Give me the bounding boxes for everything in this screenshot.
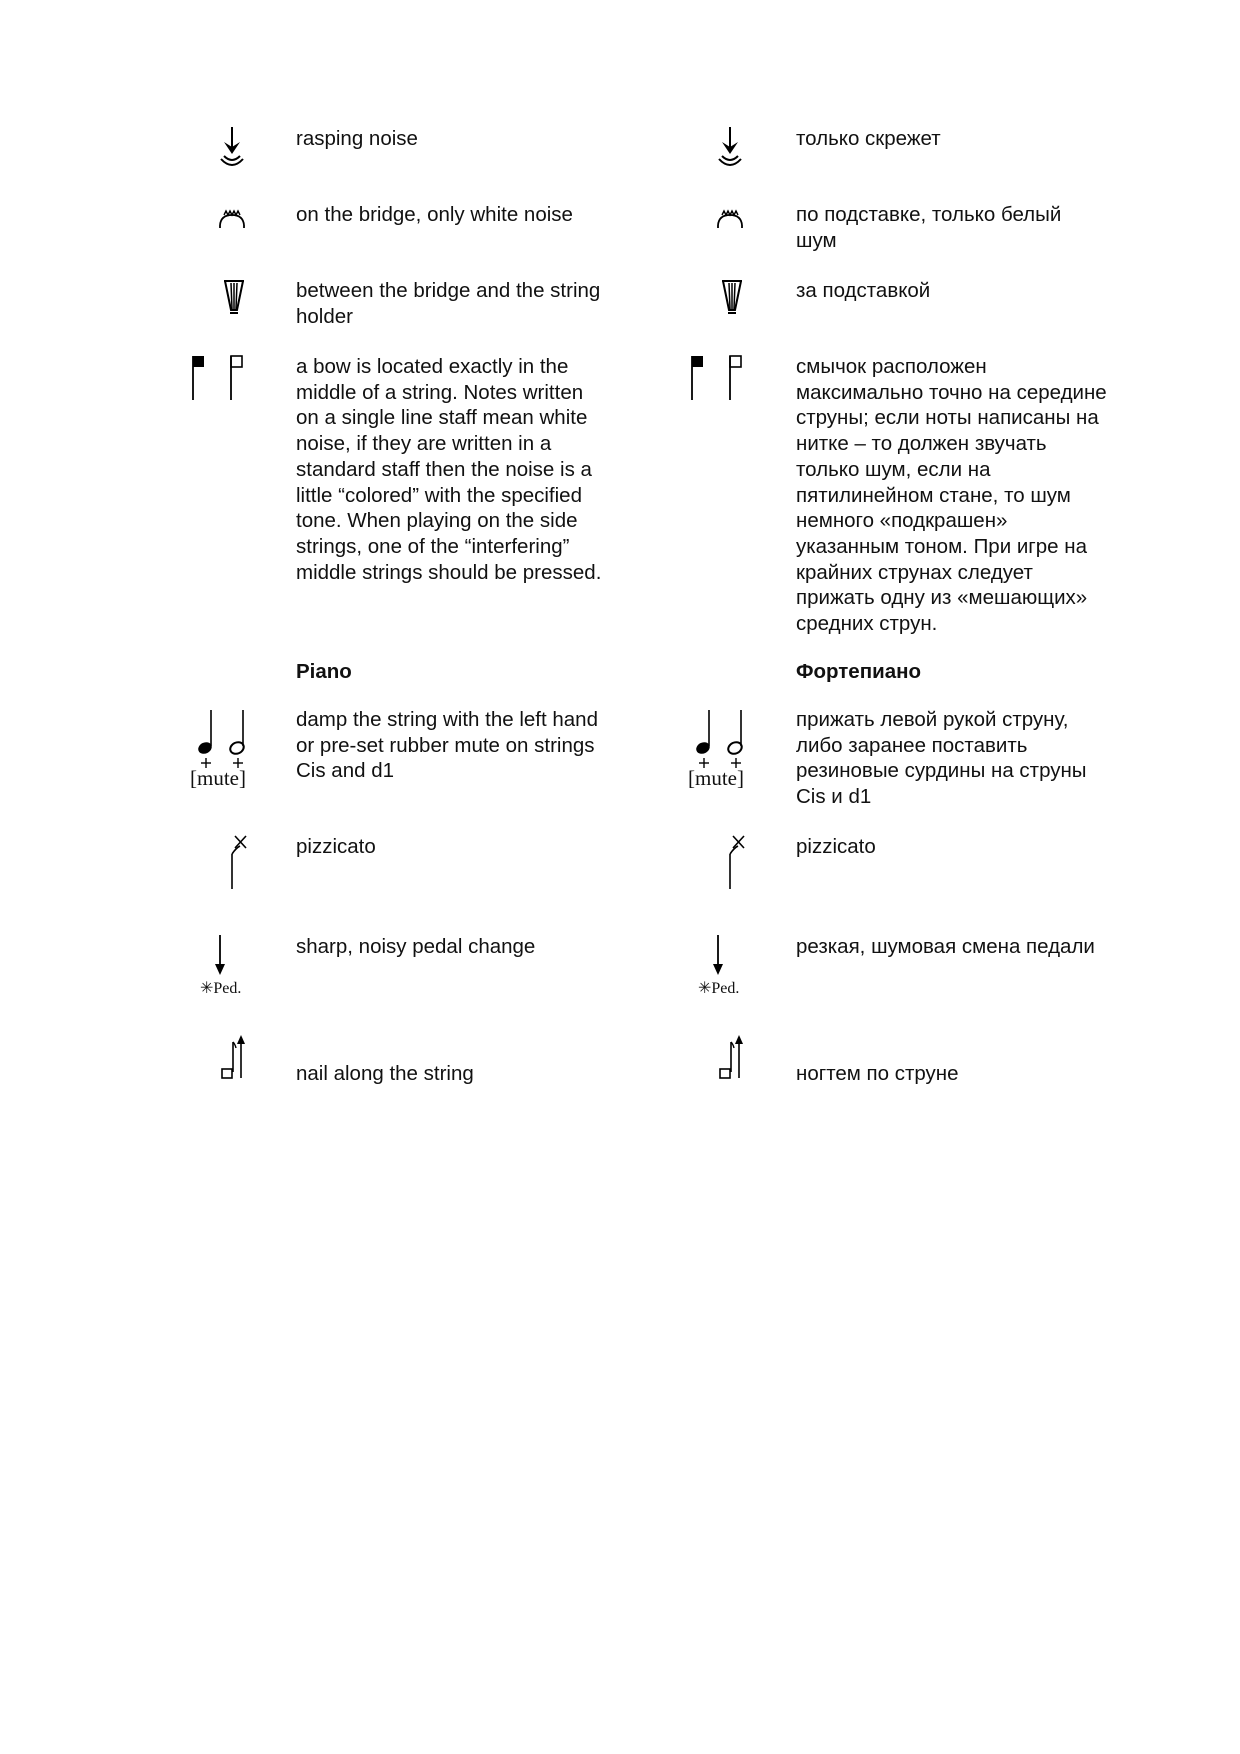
nail-text: nail along the string <box>296 1062 474 1085</box>
nail-symbol <box>718 1034 746 1082</box>
piano-heading-ru: Фортепиано <box>796 660 922 683</box>
string-holder-text: between the bridge and the string holder <box>296 279 601 328</box>
bridge-text-ru: по подставке, только белый шум <box>796 203 1062 252</box>
pedal-label-ru: ✳Ped. <box>698 980 740 997</box>
string-holder-text-ru: за подставкой <box>796 279 931 302</box>
pedal-change-symbol <box>709 934 727 976</box>
string-holder-symbol <box>222 278 246 316</box>
nail-symbol <box>220 1034 248 1082</box>
bridge-symbol <box>716 209 744 229</box>
pedal-text-ru: резкая, шумовая смена педали <box>796 935 1095 958</box>
mute-notes-symbol <box>194 708 250 768</box>
rasping-noise-text-ru: только скрежет <box>796 127 941 150</box>
mute-label: [mute] <box>190 766 246 790</box>
bow-middle-symbol <box>689 355 745 401</box>
mute-notes-symbol <box>692 708 748 768</box>
bow-middle-text-ru: смычок расположен максимально точно на середине струны; если ноты написаны на нитке – то должен звучать только шум, если на пятилинейном стане, то шум немного «подкрашен» указанным тоном. При игре на крайних струнах следует прижать одну из «мешающих» средних струн. <box>796 355 1107 636</box>
bridge-text: on the bridge, only white noise <box>296 203 573 226</box>
bow-middle-symbol <box>190 355 246 401</box>
pizzicato-text-ru: pizzicato <box>796 835 876 858</box>
mute-text-ru: прижать левой рукой струну, либо заранее поставить резиновые сурдины на струны Cis и d1 <box>796 708 1087 809</box>
pizzicato-symbol <box>226 834 248 890</box>
pizzicato-text: pizzicato <box>296 835 376 858</box>
mute-text: damp the string with the left hand or pre-set rubber mute on strings Cis and d1 <box>296 708 598 783</box>
nail-text-ru: ногтем по струне <box>796 1062 959 1085</box>
bridge-symbol <box>218 209 246 229</box>
pedal-text: sharp, noisy pedal change <box>296 935 536 958</box>
mute-label-ru: [mute] <box>688 766 744 790</box>
bow-middle-text: a bow is located exactly in the middle of a string. Notes written on a single line staff mean white noise, if they are written in a standard staff then the noise is a little “colored” with the specified tone. When playing on the side strings, one of the “interfering” middle strings should be pressed. <box>296 355 602 584</box>
pedal-change-symbol <box>211 934 229 976</box>
pizzicato-symbol <box>724 834 746 890</box>
string-holder-symbol <box>720 278 744 316</box>
pedal-label: ✳Ped. <box>200 980 242 997</box>
rasping-noise-text: rasping noise <box>296 127 418 150</box>
piano-heading: Piano <box>296 660 352 683</box>
rasping-noise-symbol <box>218 126 246 172</box>
rasping-noise-symbol <box>716 126 744 172</box>
